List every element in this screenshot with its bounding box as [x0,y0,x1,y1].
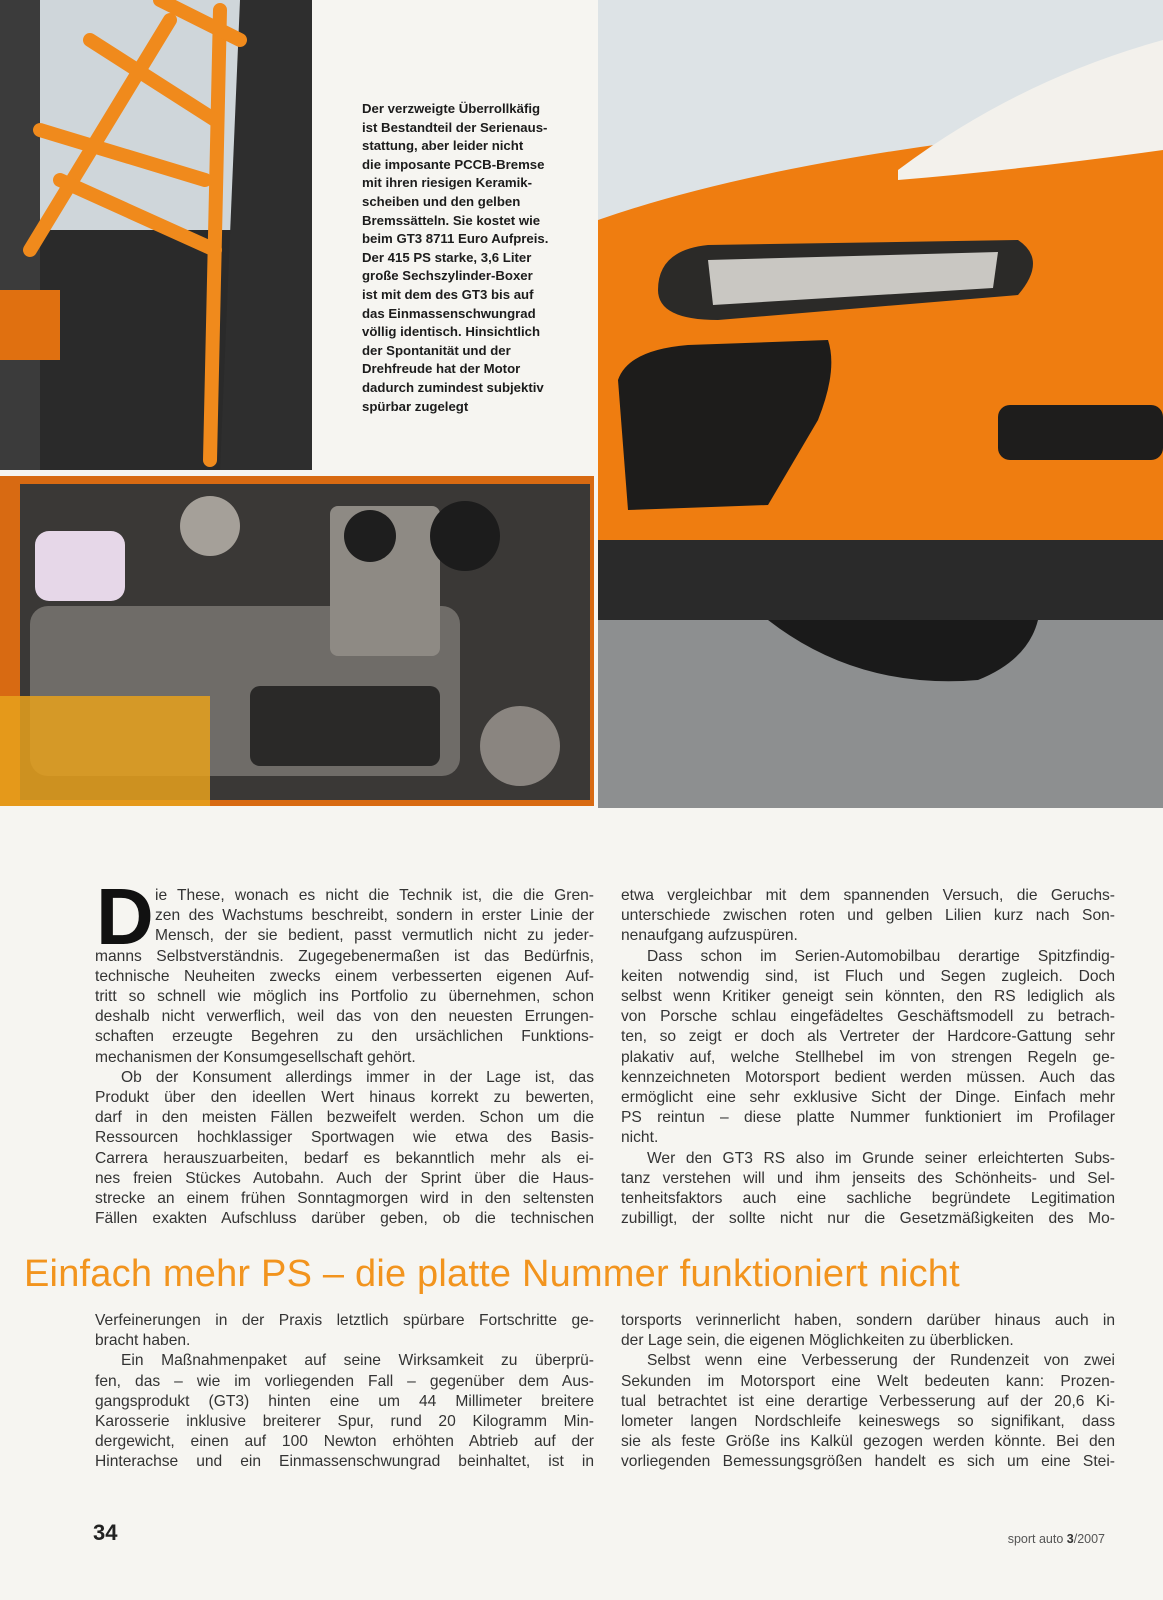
text-line: sie als feste Größe ins Kalkül gezogen werden könnte. Bei den [621,1433,1115,1451]
caption-line: scheiben und den gelben [362,193,521,209]
text-line: von Porsche schlau eingefädeltes Geschäftsmodell zu betrach- [621,1008,1115,1026]
caption-line: dadurch zumindest subjektiv [362,379,544,395]
car-front-photo [598,0,1163,808]
text-line: gangsprodukt (GT3) hinten eine um 44 Millimeter breitere [95,1392,594,1410]
text-line: Dass schon im Serien-Automobilbau derartige Spitzfindig- [647,947,1115,965]
text-line: zen des Wachstums beschreibt, sondern in erster Linie der [155,907,594,925]
text-line: lometer langen Nordschleife keineswegs so signifikant, dass [621,1413,1115,1431]
text-line: Mensch, der sie bedient, passt vermutlich nicht zu jeder- [155,927,594,945]
caption-line: spürbar zugelegt [362,398,469,414]
issue-number: 3 [1066,1532,1074,1546]
article-column-right-top [621,886,1115,1229]
text-line: Verfeinerungen in der Praxis letztlich spürbare Fortschritte ge- [95,1312,594,1329]
text-line: tanz verstehen will und ihm jenseits des Schönheits- und Sel- [621,1169,1115,1187]
text-line: Produkt über den ideellen Wert hinaus korrekt zu bewerten, [95,1089,594,1107]
caption-line: die imposante PCCB-Bremse [362,156,545,172]
caption-line: ist Bestandteil der Serienaus- [362,119,548,135]
caption-line: ist mit dem des GT3 bis auf [362,286,534,302]
text-line: Karosserie inklusive breiterer Spur, rund 20 Kilogramm Min- [95,1413,594,1431]
text-line: schaften erzeugte Begehren zu den ursächlichen Funktions- [95,1028,594,1046]
text-line: ermöglicht eine sehr exklusive Sicht der Dinge. Einfach mehr [621,1089,1115,1107]
text-line: ten, so zeigt er doch als Vertreter der Hardcore-Gattung sehr [621,1028,1115,1046]
text-line: Ob der Konsument allerdings immer in der Lage ist, das [121,1068,594,1086]
text-line: vorliegenden Bemessungsgrößen handelt es sich um eine Stei- [621,1453,1115,1471]
text-line: zubilligt, der sollte nicht nur die Gesetzmäßigkeiten des Mo- [621,1210,1115,1228]
caption-line: völlig identisch. Hinsichtlich [362,324,541,340]
article-headline: Einfach mehr PS – die platte Nummer funktioniert nicht [24,1253,960,1295]
rollcage-photo [0,0,312,470]
text-line: darf in den meisten Fällen bezweifelt werden. Schon um die [95,1109,594,1127]
text-line: dergewicht, einen auf 100 Newton erhöhten Abtrieb auf der [95,1433,594,1451]
issue-year: /2007 [1073,1532,1105,1546]
article-column-left-bottom [95,1311,594,1473]
text-line: bracht haben. [95,1332,191,1350]
caption-line: Der 415 PS starke, 3,6 Liter [362,249,532,265]
text-line: Ressourcen hochklassiger Sportwagen wie etwa des Basis- [95,1129,594,1147]
text-line: deshalb nicht verwerflich, weil das von den neuesten Errungen- [95,1008,594,1026]
text-line: strecke an einem frühen Sonntagmorgen wird in den seltensten [95,1190,594,1208]
article-column-left-top [95,872,594,1229]
text-line: kennzeichneten Motorsport bedient werden müssen. Auch das [621,1068,1115,1086]
caption-line: das Einmassenschwungrad [362,305,536,321]
page-number: 34 [93,1520,118,1545]
caption-line: beim GT3 8711 Euro Aufpreis. [362,231,549,247]
text-line: nenaufgang aufzuspüren. [621,927,798,945]
text-line: unterschiede zwischen roten und gelben Lilien kurz nach Son- [621,907,1115,925]
text-line: PS reintun – diese platte Nummer funktioniert im Profilager [621,1109,1115,1127]
text-line: der Lage sein, die eigenen Möglichkeiten zu überblicken. [621,1332,1014,1350]
text-line: mechanismen der Konsumgesellschaft gehört. [95,1048,416,1066]
caption-line: mit ihren riesigen Keramik- [362,175,533,191]
text-line: plakativ auf, welche Stellhebel im von strengen Regeln ge- [621,1048,1115,1066]
caption-line: stattung, aber leider nicht [362,138,524,154]
caption-line: Bremssätteln. Sie kostet wie [362,212,541,228]
text-line: technische Neuheiten zwecks einem verbesserten eigenen Auf- [95,967,594,985]
text-line: Hinterachse und ein Einmassenschwungrad beinhaltet, ist in [95,1453,594,1471]
text-line: torsports verinnerlicht haben, sondern darüber hinaus auch in [621,1312,1115,1329]
text-line: selbst wenn Kritiker geneigt sein könnten, den RS lediglich als [621,988,1115,1006]
text-line: Wer den GT3 RS also im Grunde seiner erleichterten Subs- [647,1149,1115,1167]
caption-line: Drehfreude hat der Motor [362,361,521,377]
text-line: Sekunden im Motorsport eine Welt bedeuten kann: Prozen- [621,1372,1115,1390]
text-line: fen, das – wie im vorliegenden Fall – gegenüber dem Aus- [95,1372,594,1390]
text-line: ie These, wonach es nicht die Technik ist, die die Gren- [155,887,594,904]
text-line: Selbst wenn eine Verbesserung der Rundenzeit von zwei [647,1352,1115,1370]
text-line: Carrera herauszuarbeiten, bedarf es bekanntlich mehr als ei- [95,1149,594,1167]
text-line: Ein Maßnahmenpaket auf seine Wirksamkeit zu überprü- [121,1352,594,1370]
photo-caption [362,100,572,416]
text-line: tual betrachtet ist eine derartige Verbesserung auf der 20,6 Ki- [621,1392,1115,1410]
text-line: keiten notwendig sind, ist Fluch und Segen zugleich. Doch [621,967,1115,985]
text-line: Fällen exakten Aufschluss darüber geben, ob die technischen [95,1210,594,1228]
text-line: nes freien Stückes Autobahn. Auch der Sprint über die Haus- [95,1169,594,1187]
text-line: tritt so schnell wie möglich ins Portfolio zu übernehmen, schon [95,988,594,1006]
text-line: tenheitsfaktors auch eine sachliche begründete Legitimation [621,1190,1115,1208]
text-line: etwa vergleichbar mit dem spannenden Versuch, die Geruchs- [621,887,1115,904]
caption-line: der Spontanität und der [362,342,511,358]
text-line: manns Selbstverständnis. Zugegebenermaßen ist das Bedürfnis, [95,947,594,965]
caption-line: große Sechszylinder-Boxer [362,268,533,284]
caption-line: Der verzweigte Überrollkäfig [362,101,541,116]
engine-photo [0,476,594,806]
article-column-right-bottom [621,1311,1115,1473]
magazine-credit [1008,1532,1105,1546]
text-line: nicht. [621,1129,659,1147]
magazine-name: sport auto [1007,1532,1064,1546]
drop-cap: D [96,872,154,961]
